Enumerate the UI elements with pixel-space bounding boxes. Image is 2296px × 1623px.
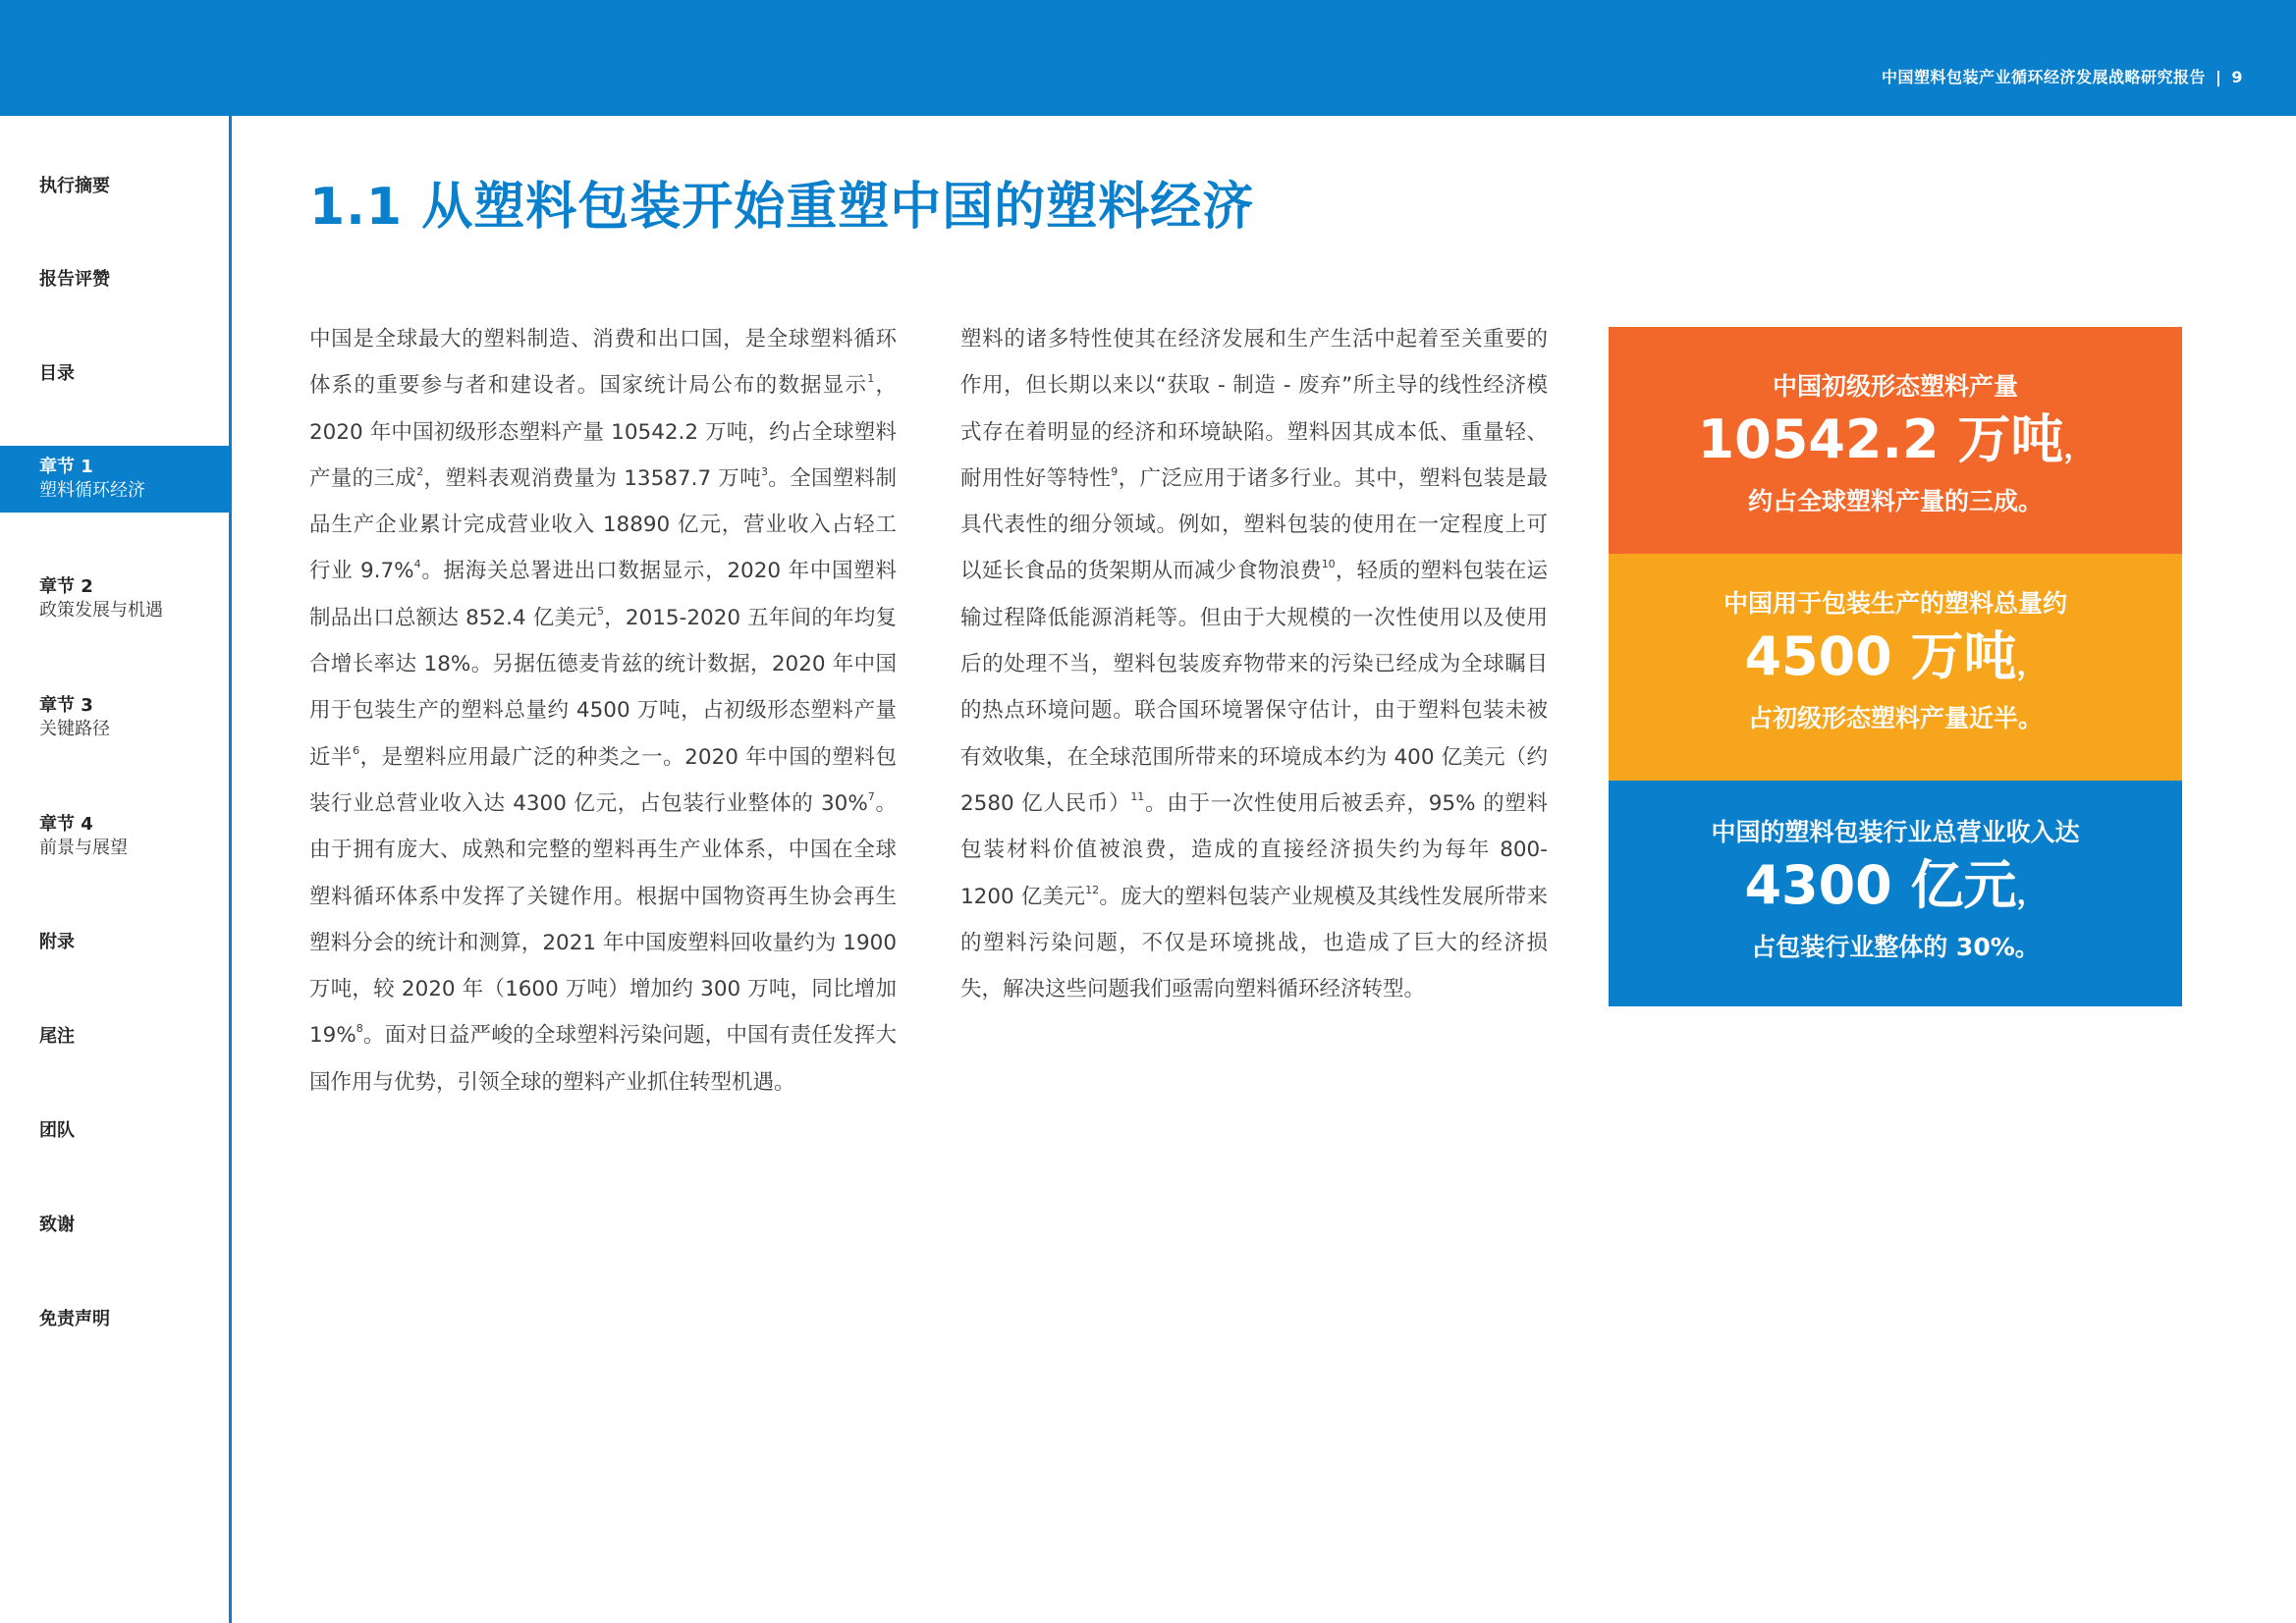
sidebar-item-label: 团队 xyxy=(39,1120,75,1141)
sidebar-item-label: 附录 xyxy=(39,932,75,952)
sidebar-item-acknowledgements[interactable] xyxy=(0,1214,229,1237)
footnote-ref[interactable]: 6 xyxy=(353,743,360,757)
sidebar-item-label: 章节 3 xyxy=(39,695,93,716)
footnote-ref[interactable]: 3 xyxy=(760,465,768,478)
page-number: 9 xyxy=(2231,68,2243,86)
stat-label: 中国的塑料包装行业总营业收入达 xyxy=(1711,818,2080,846)
body-column-right xyxy=(960,316,1548,1012)
stat-value: 4300 亿元 xyxy=(1744,854,2017,916)
text-run: 。由于拥有庞大、成熟和完整的塑料再生产业体系，中国在全球塑料循环体系中发挥了关键作用。根据中国物资再生协会再生塑料分会的统计和测算，2021 年中国废塑料回收量约为 1900 万吨，较 2020 年（1600 万吨）增加约 300 万吨，同比增加 19% xyxy=(309,790,897,1049)
text-run: ，2015-2020 五年间的年均复合增长率达 18%。另据伍德麦肯兹的统计数据，2020 年中国用于包装生产的塑料总量约 4500 万吨，占初级形态塑料产量近半 xyxy=(309,605,897,770)
sidebar-item-disclaimer[interactable] xyxy=(0,1308,229,1331)
sidebar-item-label: 尾注 xyxy=(39,1026,75,1047)
report-title-text: 中国塑料包装产业循环经济发展战略研究报告 xyxy=(1882,68,2207,86)
stat-packaging-revenue xyxy=(1609,781,2182,1006)
paragraph xyxy=(960,316,1548,1012)
stat-value-row xyxy=(1609,622,2182,700)
stat-packaging-plastic-volume xyxy=(1609,554,2182,781)
sidebar-item-chapter-1[interactable] xyxy=(0,446,229,513)
title-separator: | xyxy=(2215,68,2222,86)
footnote-ref[interactable]: 5 xyxy=(596,604,604,618)
footnote-ref[interactable]: 9 xyxy=(1111,465,1119,478)
text-run: 。全国塑料制品生产企业累计完成营业收入 18890 亿元，营业收入占轻工行业 9.7% xyxy=(309,465,897,584)
sidebar-item-chapter-4[interactable] xyxy=(0,813,229,860)
sidebar-item-sublabel: 关键路径 xyxy=(39,719,110,739)
sidebar-item-label: 章节 4 xyxy=(39,814,93,835)
text-run: ，轻质的塑料包装在运输过程降低能源消耗等。但由于大规模的一次性使用以及使用后的处理不当，塑料包装废弃物带来的污染已经成为全球瞩目的热点环境问题。联合国环境署保守估计，由于塑料包装未被有效收集，在全球范围所带来的环境成本约为 400 亿美元（约 2580 亿人民币） xyxy=(960,559,1548,816)
stat-punct: ， xyxy=(2016,648,2047,682)
stat-label: 中国用于包装生产的塑料总量约 xyxy=(1722,589,2067,618)
stat-value-row xyxy=(1609,851,2182,929)
sidebar-item-appendix[interactable] xyxy=(0,931,229,954)
footnote-ref[interactable]: 12 xyxy=(1085,883,1100,896)
text-run: ，是塑料应用最广泛的种类之一。2020 年中国的塑料包装行业总营业收入达 4300 亿元，占包装行业整体的 30% xyxy=(309,744,897,816)
text-run: ，广泛应用于诸多行业。其中，塑料包装是最具代表性的细分领域。例如，塑料包装的使用在一定程度上可以延长食品的货架期从而减少食物浪费 xyxy=(960,465,1548,584)
page-title: 1.1 从塑料包装开始重塑中国的塑料经济 xyxy=(309,178,1255,237)
sidebar-item-label: 目录 xyxy=(39,363,75,384)
text-run: ，塑料表观消费量为 13587.7 万吨 xyxy=(423,465,761,491)
text-run: 中国是全球最大的塑料制造、消费和出口国，是全球塑料循环体系的重要参与者和建设者。国家统计局公布的数据显示 xyxy=(309,327,897,399)
body-column-left xyxy=(309,316,897,1106)
text-run: ，2020 年中国初级形态塑料产量 10542.2 万吨，约占全球塑料产量的三成 xyxy=(309,373,897,491)
stat-note: 约占全球塑料产量的三成。 xyxy=(1747,487,2043,515)
footnote-ref[interactable]: 8 xyxy=(355,1022,363,1036)
stat-note: 占初级形态塑料产量近半。 xyxy=(1747,704,2043,732)
stat-value: 10542.2 万吨 xyxy=(1697,408,2064,470)
sidebar-item-endnotes[interactable] xyxy=(0,1025,229,1049)
text-run: 塑料的诸多特性使其在经济发展和生产生活中起着至关重要的作用，但长期以来以“获取 - 制造 - 废弃”所主导的线性经济模式存在着明显的经济和环境缺陷。塑料因其成本低、重量轻、耐用性好等特性 xyxy=(960,327,1548,491)
sidebar-item-chapter-3[interactable] xyxy=(0,694,229,741)
stat-label: 中国初级形态塑料产量 xyxy=(1772,372,2018,401)
text-run: 。由于一次性使用后被丢弃，95% 的塑料包装材料价值被浪费，造成的直接经济损失约为每年 800-1200 亿美元 xyxy=(960,790,1548,909)
stat-punct: ， xyxy=(2016,877,2047,911)
sidebar-item-contents[interactable] xyxy=(0,362,229,386)
footnote-ref[interactable]: 10 xyxy=(1321,558,1336,571)
sidebar-item-label: 章节 2 xyxy=(39,576,93,597)
footnote-ref[interactable]: 1 xyxy=(867,372,875,386)
footnote-ref[interactable]: 2 xyxy=(416,465,424,478)
text-run: 。庞大的塑料包装产业规模及其线性发展所带来的塑料污染问题，不仅是环境挑战，也造成了巨大的经济损失，解决这些问题我们亟需向塑料循环经济转型。 xyxy=(960,884,1548,1002)
stat-primary-plastic-production xyxy=(1609,327,2182,554)
sidebar-item-executive-summary[interactable] xyxy=(0,175,229,198)
sidebar-item-chapter-2[interactable] xyxy=(0,575,229,622)
sidebar-item-sublabel: 前景与展望 xyxy=(39,838,128,858)
report-title xyxy=(1882,65,2243,87)
sidebar-item-endorsements[interactable] xyxy=(0,268,229,292)
sidebar-item-sublabel: 政策发展与机遇 xyxy=(39,600,163,621)
sidebar-item-label: 章节 1 xyxy=(39,457,93,477)
key-stats-panel xyxy=(1609,327,2182,1006)
sidebar-item-label: 执行摘要 xyxy=(39,176,110,196)
stat-value: 4500 万吨 xyxy=(1744,625,2017,687)
footnote-ref[interactable]: 4 xyxy=(413,558,421,571)
stat-punct: ， xyxy=(2063,431,2094,465)
stat-value-row xyxy=(1609,406,2182,483)
sidebar-item-sublabel: 塑料循环经济 xyxy=(39,480,145,501)
sidebar-item-label: 免责声明 xyxy=(39,1309,110,1329)
paragraph xyxy=(309,316,897,1106)
stat-note: 占包装行业整体的 30%。 xyxy=(1751,933,2040,961)
text-run: 。据海关总署进出口数据显示，2020 年中国塑料制品出口总额达 852.4 亿美元 xyxy=(309,559,897,630)
sidebar-item-label: 致谢 xyxy=(39,1215,75,1235)
footnote-ref[interactable]: 7 xyxy=(867,790,875,804)
sidebar-item-team[interactable] xyxy=(0,1119,229,1143)
sidebar-nav xyxy=(0,116,232,1623)
footnote-ref[interactable]: 11 xyxy=(1130,790,1145,804)
header-bar xyxy=(0,0,2296,116)
sidebar-item-label: 报告评赞 xyxy=(39,269,110,290)
text-run: 。面对日益严峻的全球塑料污染问题，中国有责任发挥大国作用与优势，引领全球的塑料产业抓住转型机遇。 xyxy=(309,1023,897,1095)
